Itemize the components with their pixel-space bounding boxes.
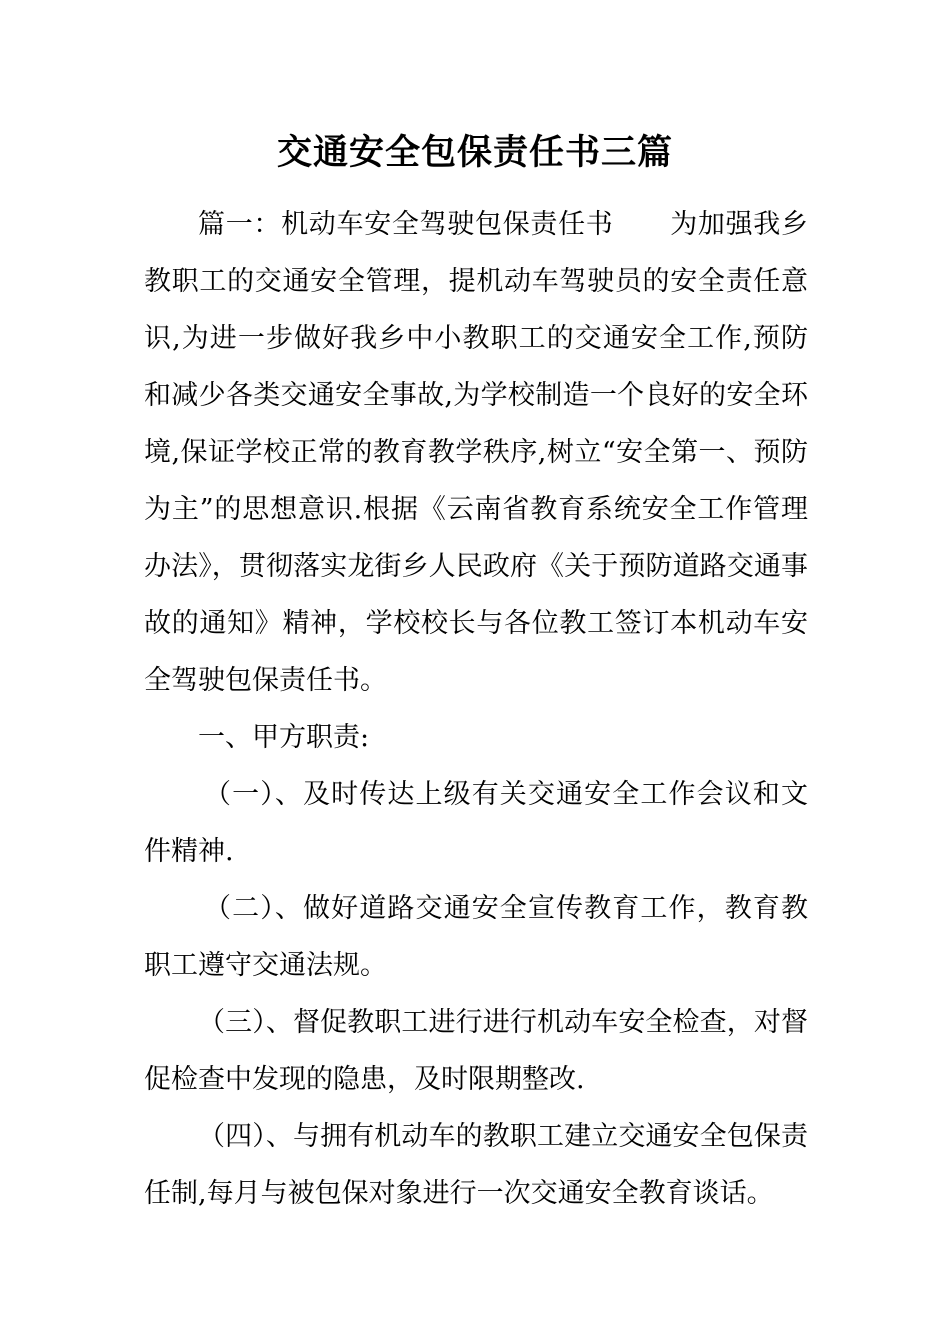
paragraph-party-a-duties: 一、甲方职责: [198,722,370,753]
paragraph-item-1: （一）、及时传达上级有关交通安全工作会议和文件精神. [144,779,808,867]
intro-text: 为加强我乡教职工的交通安全管理，提机动车驾驶员的安全责任意识,为进一步做好我乡中小教职工的交通安全工作,预防和减少各类交通安全事故,为学校制造一个良好的安全环境,保证学校正常的教育教学秩序,树立“安全第一、预防为主”的思想意识.根据《云南省教育系统安全工作管理办法》，贯彻落实龙街乡人民政府《关于预防道路交通事故的通知》精神，学校校长与各位教工签订本机动车安全驾驶包保责任书。 [144,209,808,696]
paragraph-item-3: （三）、督促教职工进行进行机动车安全检查，对督促检查中发现的隐患，及时限期整改. [144,1007,808,1095]
paragraph-item-4: （四）、与拥有机动车的教职工建立交通安全包保责任制,每月与被包保对象进行一次交通安全教育谈话。 [144,1121,808,1209]
paragraph-item-2: （二）、做好道路交通安全宣传教育工作，教育教职工遵守交通法规。 [144,893,808,981]
section-heading: 篇一：机动车安全驾驶包保责任书 [198,209,614,240]
paragraph-intro [144,196,808,709]
document-title: 交通安全包保责任书三篇 [276,133,673,173]
document-body [144,196,808,1222]
